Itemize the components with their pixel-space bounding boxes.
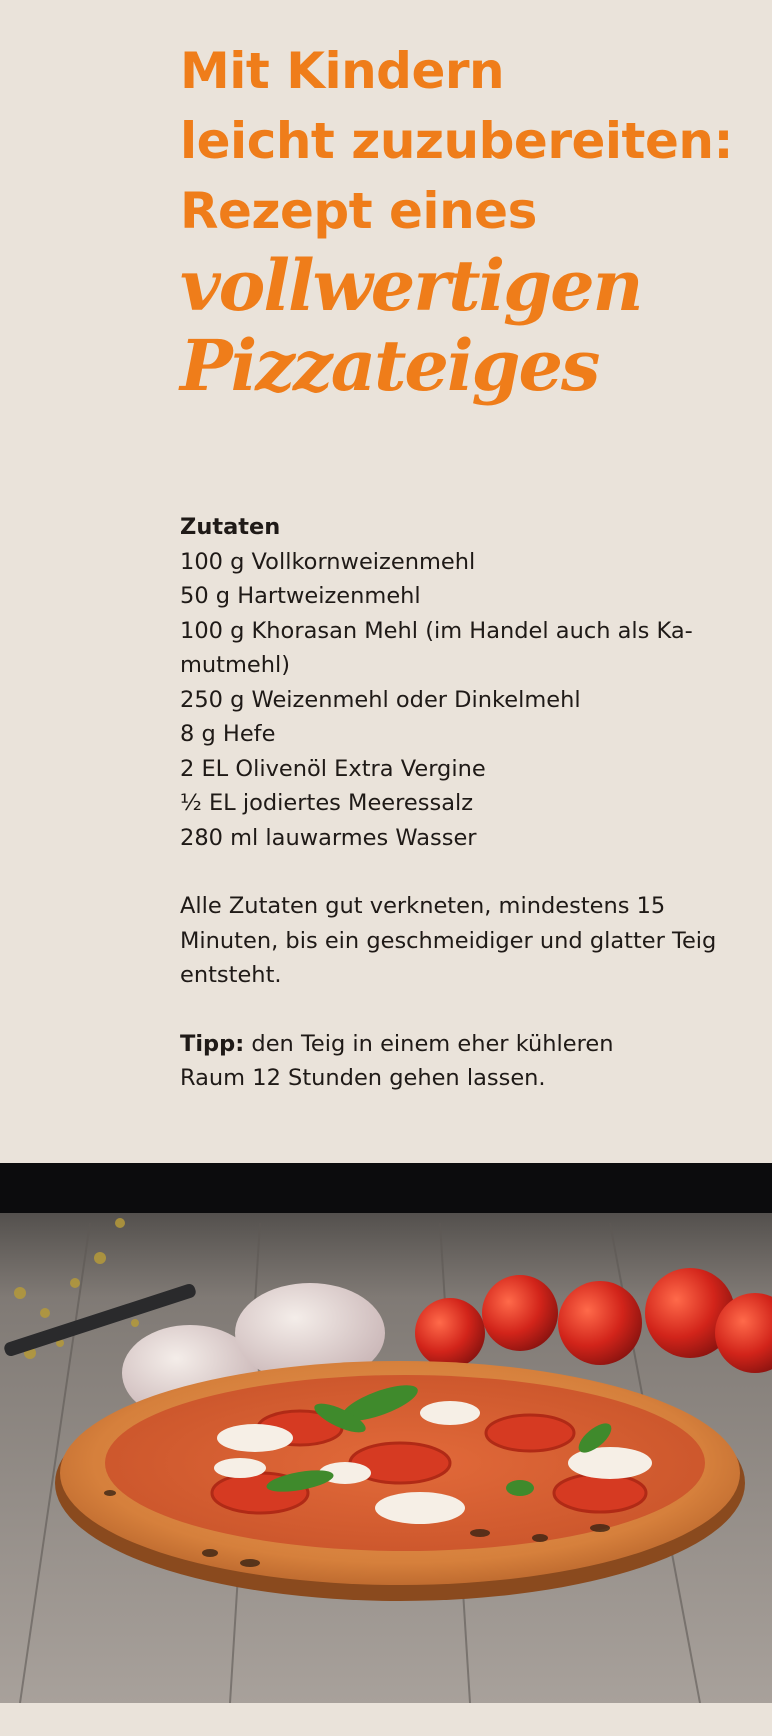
ingredient-item: ½ EL jodiertes Meeressalz <box>180 790 474 816</box>
ingredient-item: mutmehl) <box>180 652 291 678</box>
ingredient-item: 100 g Vollkornweizenmehl <box>180 548 476 575</box>
headline <box>180 36 740 246</box>
ingredients-heading: Zutaten <box>180 514 281 540</box>
pizza-photo <box>0 1163 772 1703</box>
instructions-line: Alle Zutaten gut verkneten, mindestens 15 <box>180 893 666 919</box>
ingredient-item: 250 g Weizenmehl oder Dinkelmehl <box>180 686 581 713</box>
ingredient-item: 8 g Hefe <box>180 721 276 747</box>
ingredient-item: 2 EL Olivenöl Extra Vergine <box>180 755 486 782</box>
instructions-line: entsteht. <box>180 962 282 988</box>
headline-script-line-2: Pizzateiges <box>180 324 599 407</box>
tip-label: Tipp: <box>180 1030 245 1057</box>
recipe-text <box>180 510 740 1096</box>
headline-block <box>180 36 740 406</box>
tip-line <box>180 1027 740 1062</box>
tip-line: Raum 12 Stunden gehen lassen. <box>180 1065 546 1091</box>
tip <box>180 1027 740 1096</box>
headline-line-2: leicht zuzubereiten: <box>180 112 733 170</box>
headline-script <box>180 246 740 406</box>
headline-line-1: Mit Kindern <box>180 42 505 100</box>
headline-script-line-1: vollwertigen <box>180 244 642 327</box>
instructions <box>180 889 740 993</box>
instructions-line: Minuten, bis ein geschmeidiger und glatter Teig <box>180 927 717 954</box>
ingredient-item: 50 g Hartweizenmehl <box>180 583 421 609</box>
pizza-illustration <box>0 1163 772 1703</box>
ingredient-item: 100 g Khorasan Mehl (im Handel auch als Ka- <box>180 617 693 644</box>
headline-line-3: Rezept eines <box>180 182 537 240</box>
tip-text: den Teig in einem eher kühleren <box>244 1030 614 1057</box>
ingredient-item: 280 ml lauwarmes Wasser <box>180 824 477 851</box>
